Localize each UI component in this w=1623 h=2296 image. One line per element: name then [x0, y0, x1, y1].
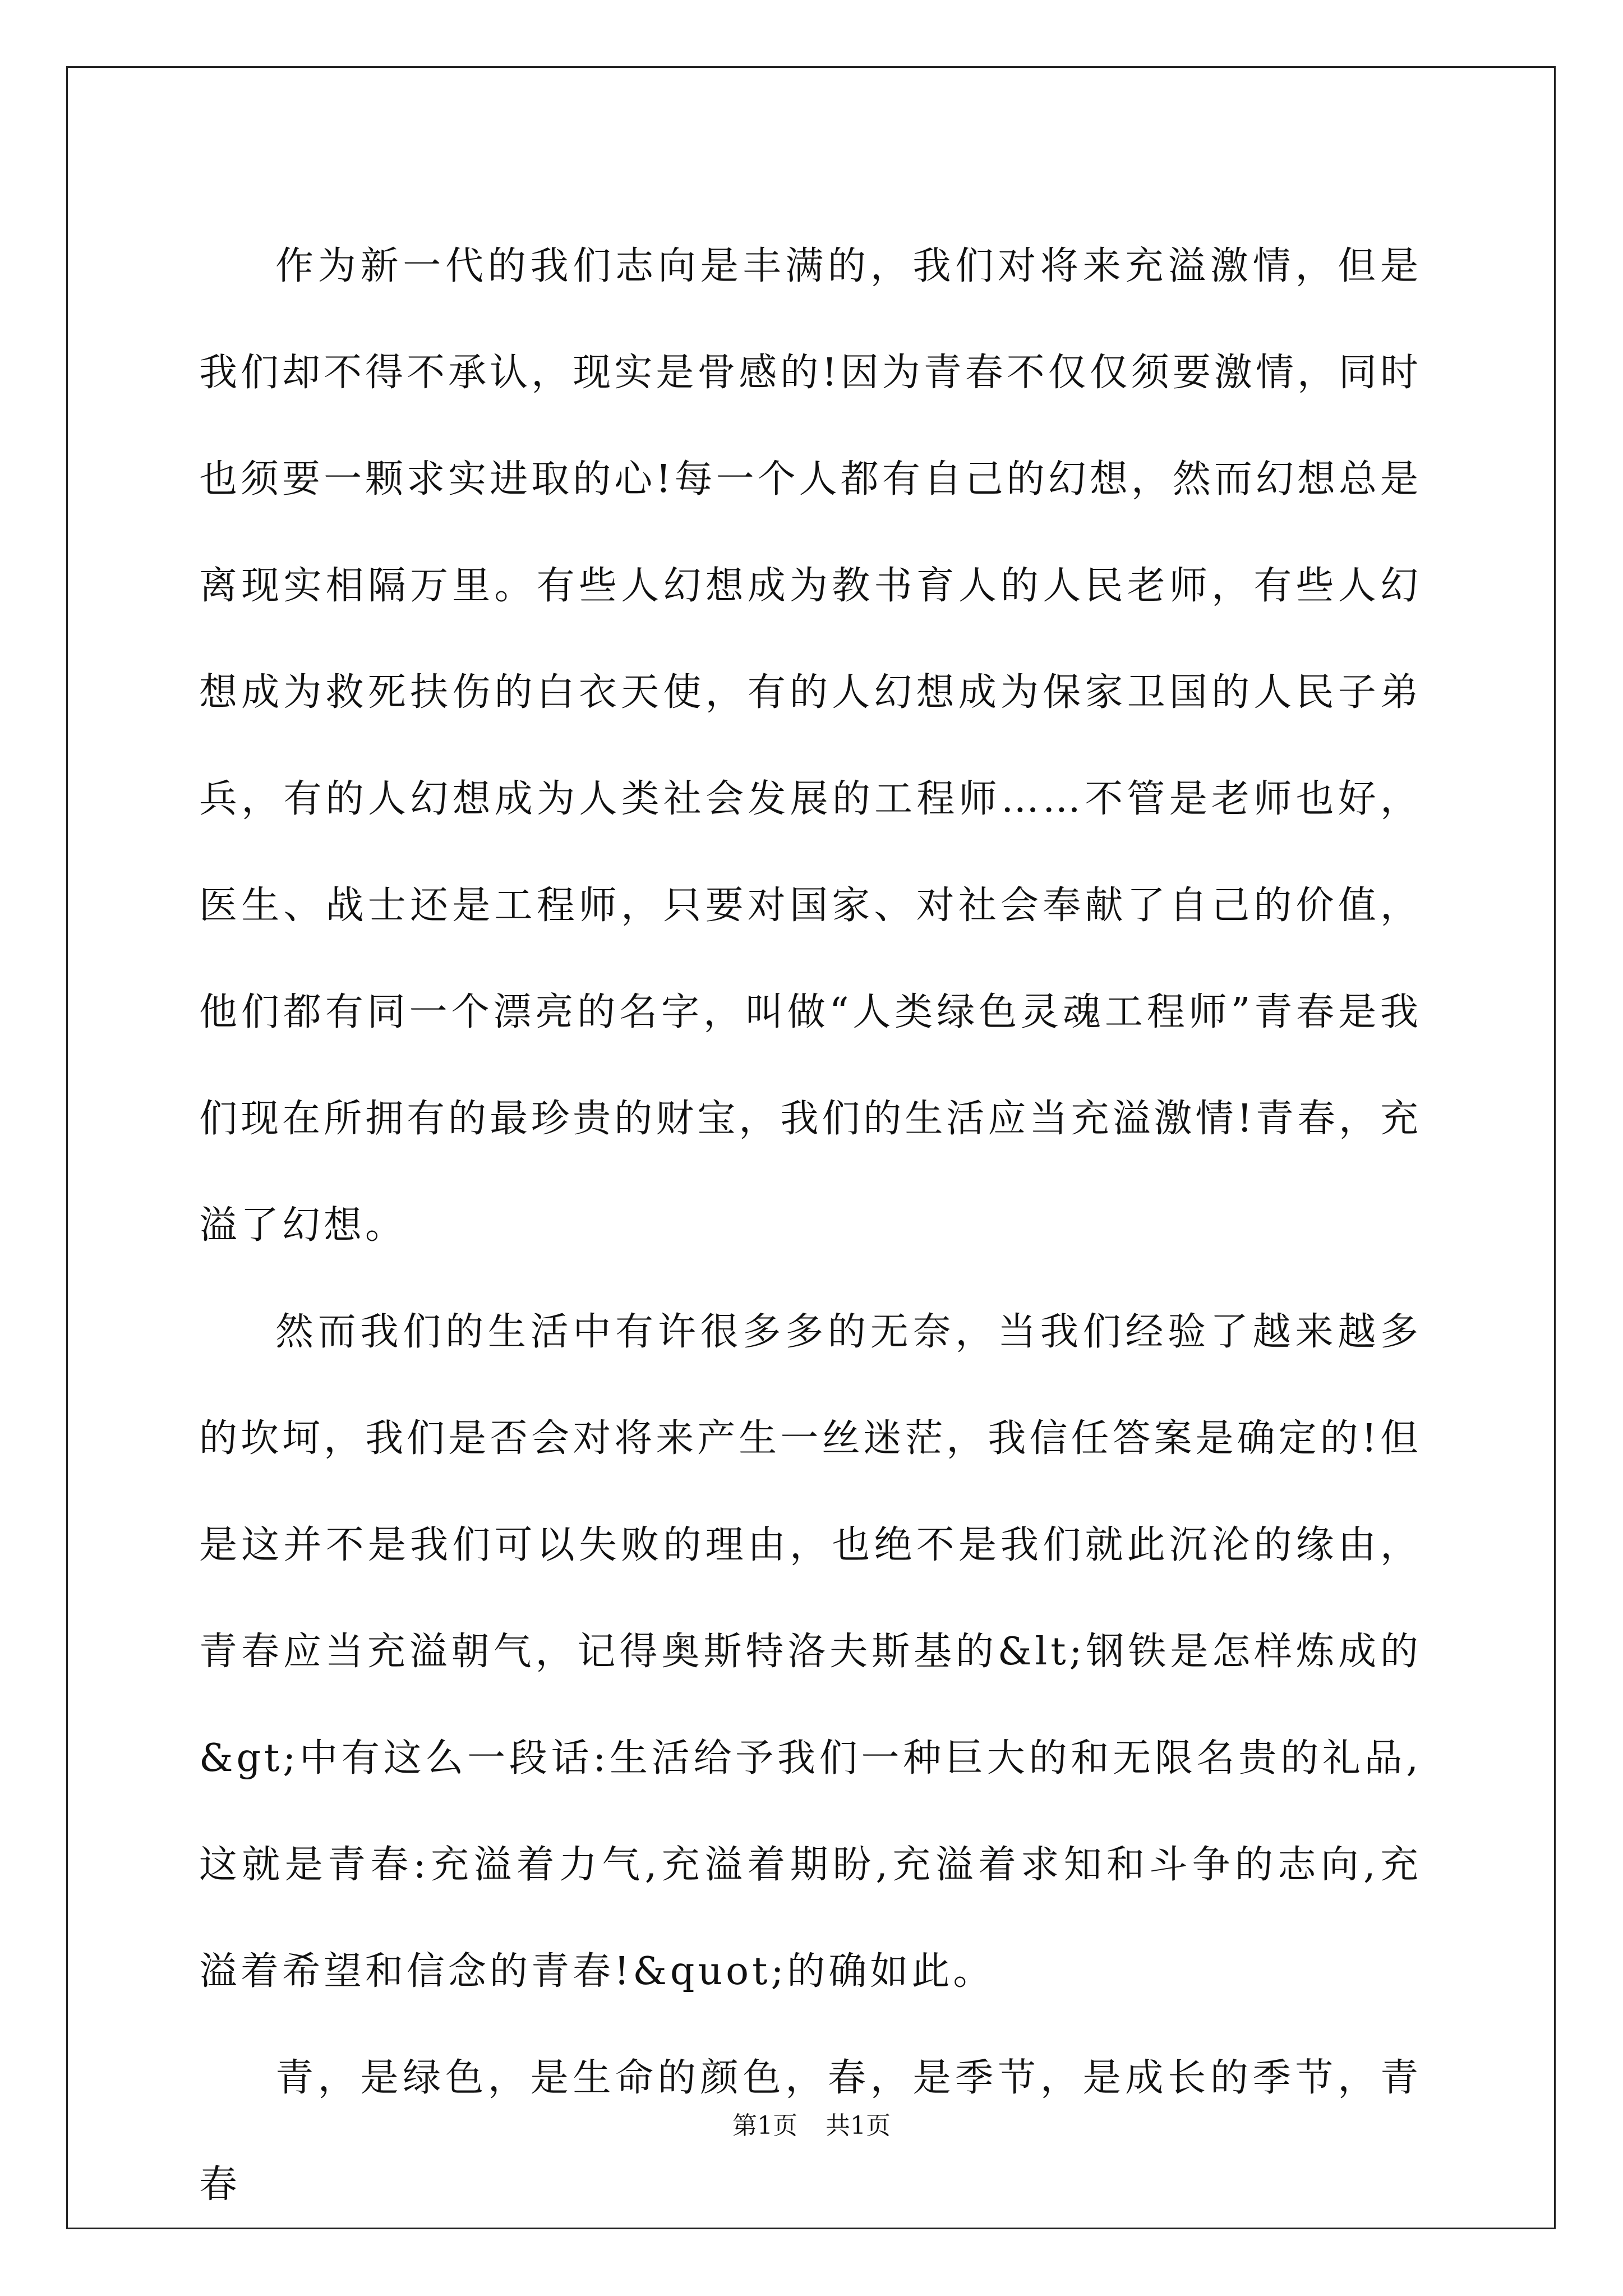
- page-total: 共1页: [826, 2111, 891, 2140]
- document-body: [199, 213, 1422, 2238]
- paragraph-2: 然而我们的生活中有许很多多的无奈，当我们经验了越来越多的坎坷，我们是否会对将来产生一丝迷茫，我信任答案是确定的!但是这并不是我们可以失败的理由，也绝不是我们就此沉沦的缘由，青春应当充溢朝气，记得奥斯特洛夫斯基的&lt;钢铁是怎样炼成的&gt;中有这么一段话:生活给予我们一种巨大的和无限名贵的礼品,这就是青春:充溢着力气,充溢着期盼,充溢着求知和斗争的志向,充溢着希望和信念的青春!&quot;的确如此。: [199, 1310, 1422, 1994]
- page-footer: [0, 2109, 1623, 2143]
- paragraph-3: 青，是绿色，是生命的颜色，春，是季节，是成长的季节，青春: [199, 2056, 1422, 2207]
- paragraph-1: 作为新一代的我们志向是丰满的，我们对将来充溢激情，但是我们却不得不承认，现实是骨感的!因为青春不仅仅须要激情，同时也须要一颗求实进取的心!每一个人都有自己的幻想，然而幻想总是离现实相隔万里。有些人幻想成为教书育人的人民老师，有些人幻想成为救死扶伤的白衣天使，有的人幻想成为保家卫国的人民子弟兵，有的人幻想成为人类社会发展的工程师……不管是老师也好，医生、战士还是工程师，只要对国家、对社会奉献了自己的价值，他们都有同一个漂亮的名字，叫做“人类绿色灵魂工程师”青春是我们现在所拥有的最珍贵的财宝，我们的生活应当充溢激情!青春，充溢了幻想。: [199, 244, 1422, 1248]
- page-number: 第1页: [732, 2111, 797, 2140]
